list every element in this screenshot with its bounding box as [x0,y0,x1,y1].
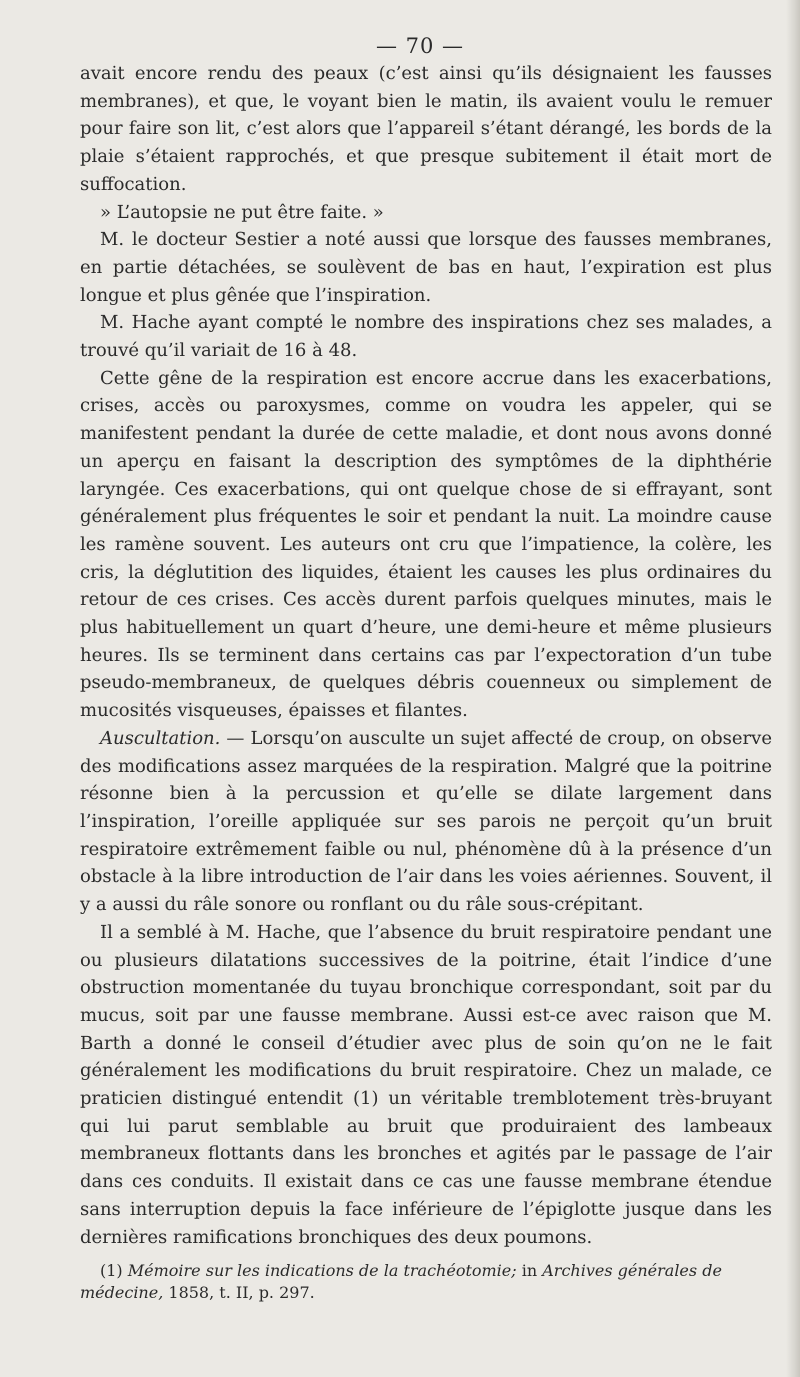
paragraph-last: Il a semblé à M. Hache, que l’absence du bruit respiratoire pendant une ou plusieurs dilatations successives de la poitrine, était l’indice d’une obstruction momentanée du tuyau bronchique correspondant, soit par du mucus, soit par une fausse membrane. Aussi est-ce avec raison que M. Barth a donné le conseil d’étudier avec plus de soin qu’on ne le fait généralement les modifications du bruit respiratoire. Chez un malade, ce praticien distingué entendit (1) un véritable tremblotement très-bruyant qui lui parut semblable au bruit que produiraient des lambeaux membraneux flottants dans les bronches et agités par le passage de l’air dans ces conduits. Il existait dans ce cas une fausse membrane étendue sans interruption depuis la face inférieure de l’épiglotte jusque dans les dernières ramifications bronchiques des deux poumons. [80,921,772,1248]
paragraph-3: M. le docteur Sestier a noté aussi que lorsque des fausses membranes, en partie détachées, se soulèvent de bas en haut, l’expiration est plus longue et plus gênée que l’inspiration. [80,229,772,306]
footnote [80,1260,772,1304]
footnote-marker: (1) [100,1261,128,1280]
auscultation-text: — Lorsqu’on ausculte un sujet affecté de croup, on observe des modifications assez marquées de la respiration. Malgré que la poitrine résonne bien à la percussion et qu’elle se dilate largement dans l’inspiration, l’oreille appliquée sur ses parois ne perçoit qu’un bruit respiratoire extrêmement faible ou nul, phénomène dû à la présence d’un obstacle à la libre introduction de l’air dans les voies aériennes. Souvent, il y a aussi du râle sonore ou ronflant ou du râle sous-crépitant. [80,727,772,916]
paragraph-4: M. Hache ayant compté le nombre des inspirations chez ses malades, a trouvé qu’il variait de 16 à 48. [80,312,772,362]
page-edge [786,0,800,1377]
paragraph-2: » L’autopsie ne put être faite. » [100,201,384,223]
footnote-title: Mémoire sur les indications de la trachéotomie; [127,1261,517,1280]
page-number: — 70 — [375,34,465,58]
body-text [80,60,772,1251]
footnote-journal: Archives générales de médecine, [80,1261,722,1302]
footnote-ref: 1858, t. II, p. 297. [163,1283,315,1302]
paragraph-auscultation [80,725,772,919]
section-heading-auscultation: Auscultation. [100,727,221,749]
paragraph-1: avait encore rendu des peaux (c’est ainsi qu’ils désignaient les fausses membranes), et que, le voyant bien le matin, ils avaient voulu le remuer pour faire son lit, c’est alors que l’appareil s’étant dérangé, les bords de la plaie s’étaient rapprochés, et que presque subitement il était mort de suffocation. [80,63,772,195]
footnote-in: in [516,1261,543,1280]
paragraph-5: Cette gêne de la respiration est encore accrue dans les exacerbations, crises, accès ou paroxysmes, comme on voudra les appeler, qui se manifestent pendant la durée de cette maladie, et dont nous avons donné un aperçu en faisant la description des symptômes de la diphthérie laryngée. Ces exacerbations, qui ont quelque chose de si effrayant, sont généralement plus fréquentes le soir et pendant la nuit. La moindre cause les ramène souvent. Les auteurs ont cru que l’impatience, la colère, les cris, la déglutition des liquides, étaient les causes les plus ordinaires du retour de ces crises. Ces accès durent parfois quelques minutes, mais le plus habituellement un quart d’heure, une demi-heure et même plusieurs heures. Ils se terminent dans certains cas par l’expectoration d’un tube pseudo-membraneux, de quelques débris couenneux ou simplement de mucosités visqueuses, épaisses et filantes. [80,367,772,722]
